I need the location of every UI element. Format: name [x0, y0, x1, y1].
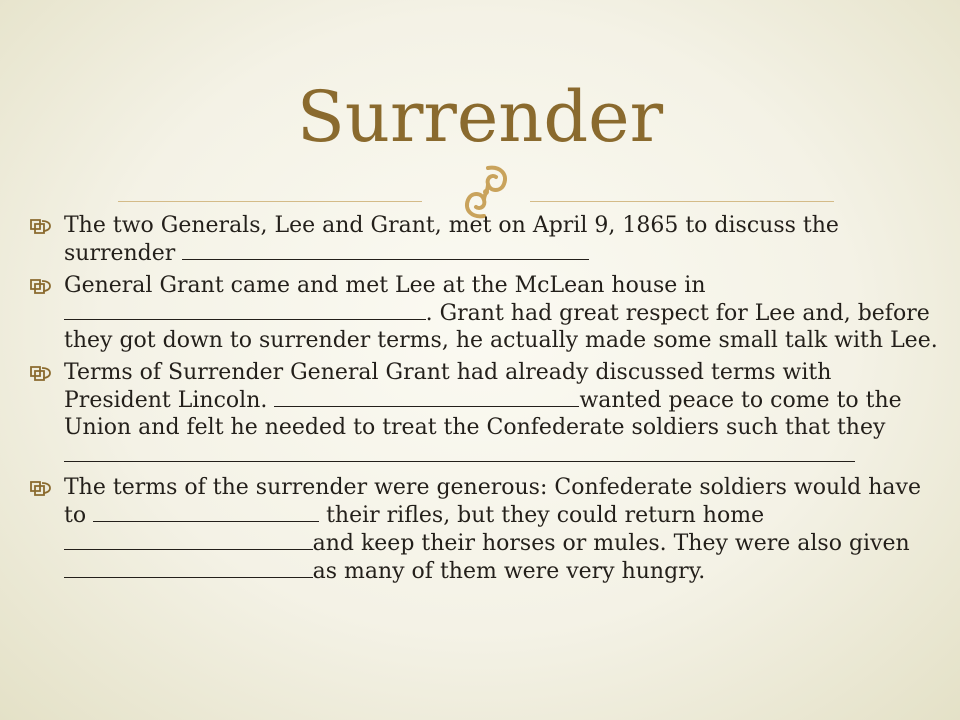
bullet-text: and keep their horses or mules. They were also given	[312, 531, 910, 556]
bullet-item	[28, 212, 940, 267]
scroll-bullet-icon	[28, 479, 54, 497]
scroll-bullet-icon	[28, 364, 54, 382]
title-divider-left	[118, 201, 422, 202]
slide-title: Surrender	[296, 76, 664, 158]
fill-in-blank	[93, 501, 319, 522]
fill-in-blank	[64, 529, 313, 550]
fill-in-blank	[64, 441, 855, 462]
scroll-bullet-icon	[28, 217, 54, 235]
fill-in-blank	[274, 386, 579, 407]
bullet-text: General Grant came and met Lee at the McLean house in	[64, 273, 706, 298]
bullet-text: wanted peace to come to the Union and felt he needed to treat the Confederate soldiers such that they	[64, 388, 902, 440]
bullet-item	[28, 272, 940, 354]
fill-in-blank	[64, 557, 313, 578]
scroll-bullet-icon	[28, 277, 54, 295]
bullet-text: Terms of Surrender General Grant had already discussed terms with President Lincoln.	[64, 360, 832, 413]
title-divider-right	[530, 201, 834, 202]
bullet-list	[28, 212, 940, 590]
bullet-text: their rifles, but they could return home	[319, 503, 765, 528]
bullet-item	[28, 474, 940, 585]
fill-in-blank	[64, 299, 426, 320]
bullet-item	[28, 359, 940, 469]
bullet-text: The two Generals, Lee and Grant, met on April 9, 1865 to discuss the surrender	[64, 213, 839, 266]
bullet-text: The terms of the surrender were generous: Confederate soldiers would have to	[64, 475, 921, 528]
bullet-text: as many of them were very hungry.	[312, 559, 706, 584]
fill-in-blank	[182, 239, 589, 260]
bullet-text: . Grant had great respect for Lee and, before they got down to surrender terms, he actually made some small talk with Lee.	[64, 301, 938, 353]
